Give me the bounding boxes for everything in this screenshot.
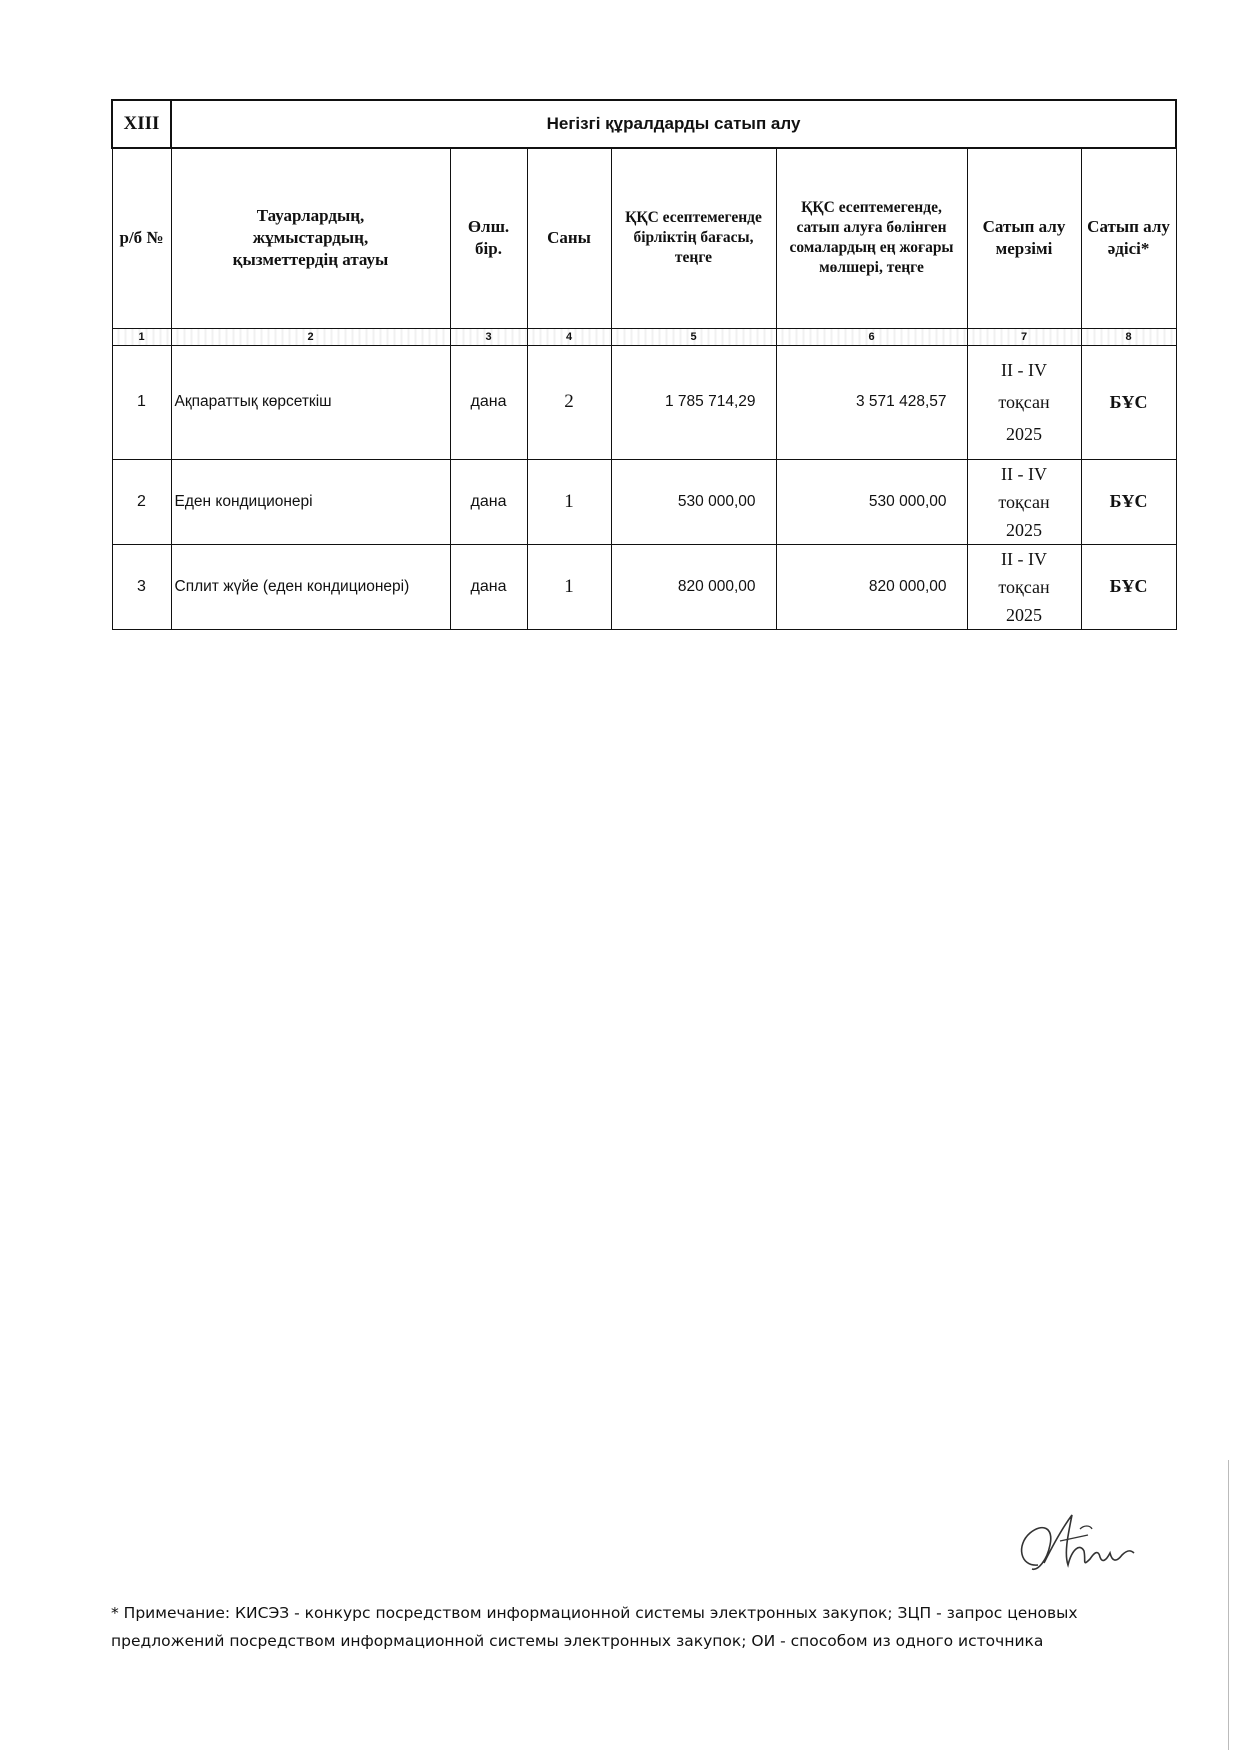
term-year: 2025 bbox=[1006, 519, 1042, 540]
item-max-amount: 530 000,00 bbox=[776, 459, 967, 544]
term-year: 2025 bbox=[1006, 424, 1042, 444]
item-unit-price: 1 785 714,29 bbox=[611, 345, 776, 459]
section-code: ХІІІ bbox=[112, 100, 171, 148]
item-unit: дана bbox=[450, 345, 527, 459]
header-unit: Өлш. бір. bbox=[450, 148, 527, 328]
header-row bbox=[112, 148, 1176, 328]
term-quarters: II - IV bbox=[1001, 360, 1047, 380]
page-edge-line bbox=[1228, 1460, 1229, 1750]
signature bbox=[1010, 1505, 1150, 1585]
term-quarters: II - IV bbox=[1001, 548, 1047, 569]
item-unit-price: 820 000,00 bbox=[611, 544, 776, 629]
term-label: тоқсан bbox=[998, 576, 1050, 597]
item-unit-price: 530 000,00 bbox=[611, 459, 776, 544]
column-number: 3 bbox=[450, 328, 527, 345]
header-method: Сатып алу әдісі* bbox=[1081, 148, 1176, 328]
item-quantity: 1 bbox=[527, 459, 611, 544]
item-term bbox=[967, 544, 1081, 629]
table-row bbox=[112, 345, 1176, 459]
item-name: Сплит жүйе (еден кондиционері) bbox=[171, 544, 450, 629]
term-label: тоқсан bbox=[998, 392, 1050, 412]
item-max-amount: 3 571 428,57 bbox=[776, 345, 967, 459]
item-max-amount: 820 000,00 bbox=[776, 544, 967, 629]
table-row bbox=[112, 459, 1176, 544]
row-number: 2 bbox=[112, 459, 171, 544]
item-quantity: 1 bbox=[527, 544, 611, 629]
item-name: Ақпараттық көрсеткіш bbox=[171, 345, 450, 459]
item-unit: дана bbox=[450, 544, 527, 629]
item-method: БҰС bbox=[1081, 459, 1176, 544]
header-term: Сатып алу мерзімі bbox=[967, 148, 1081, 328]
header-name: Тауарлардың, жұмыстардың, қызметтердің атауы bbox=[171, 148, 450, 328]
header-max-amount: ҚҚС есептемегенде, сатып алуға бөлінген сомалардың ең жоғары мөлшері, теңге bbox=[776, 148, 967, 328]
item-method: БҰС bbox=[1081, 544, 1176, 629]
column-number: 7 bbox=[967, 328, 1081, 345]
column-number: 6 bbox=[776, 328, 967, 345]
item-unit: дана bbox=[450, 459, 527, 544]
item-term bbox=[967, 459, 1081, 544]
column-number: 2 bbox=[171, 328, 450, 345]
column-number: 8 bbox=[1081, 328, 1176, 345]
footnote: * Примечание: КИСЭЗ - конкурс посредством информационной системы электронных закупок; ЗЦП - запрос ценовых предложений посредством информационной системы электронных закупок; ОИ - способом из одного источника bbox=[111, 1604, 1078, 1650]
term-quarters: II - IV bbox=[1001, 463, 1047, 484]
item-quantity: 2 bbox=[527, 345, 611, 459]
column-number: 1 bbox=[112, 328, 171, 345]
item-term bbox=[967, 345, 1081, 459]
column-number: 5 bbox=[611, 328, 776, 345]
row-number: 3 bbox=[112, 544, 171, 629]
header-number: р/б № bbox=[112, 148, 171, 328]
term-label: тоқсан bbox=[998, 491, 1050, 512]
column-number: 4 bbox=[527, 328, 611, 345]
section-row bbox=[112, 100, 1176, 148]
procurement-table bbox=[111, 99, 1177, 630]
row-number: 1 bbox=[112, 345, 171, 459]
header-unit-price: ҚҚС есептемегенде бірліктің бағасы, теңге bbox=[611, 148, 776, 328]
table-row bbox=[112, 544, 1176, 629]
section-title: Негізгі құралдарды сатып алу bbox=[171, 100, 1176, 148]
term-year: 2025 bbox=[1006, 604, 1042, 625]
column-number-row bbox=[112, 328, 1176, 345]
item-method: БҰС bbox=[1081, 345, 1176, 459]
item-name: Еден кондиционері bbox=[171, 459, 450, 544]
header-quantity: Саны bbox=[527, 148, 611, 328]
